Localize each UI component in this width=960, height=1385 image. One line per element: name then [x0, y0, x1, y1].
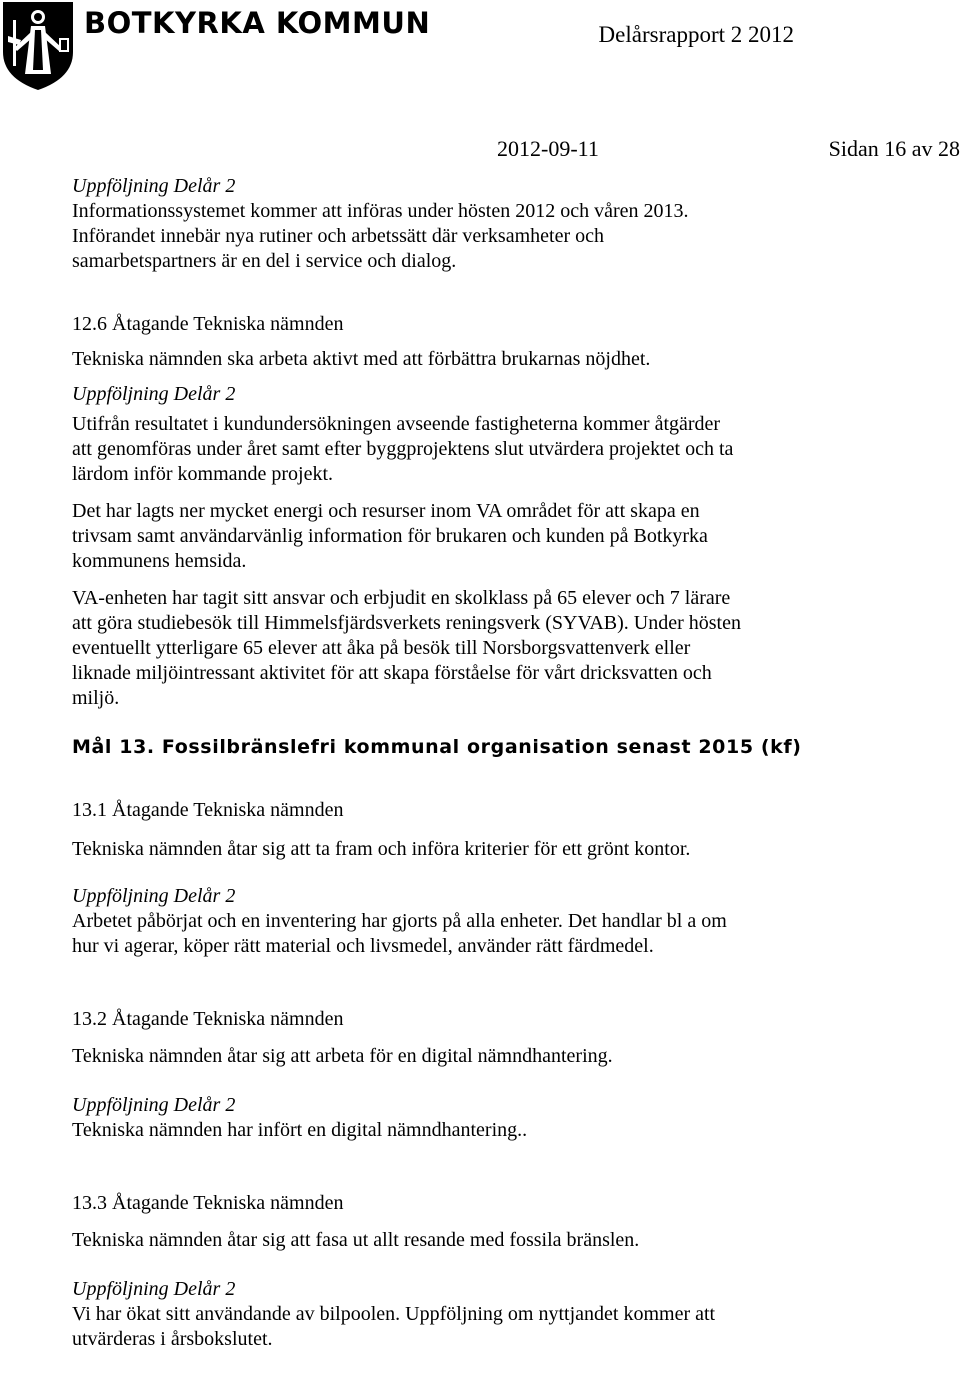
commitment-text: Tekniska nämnden ska arbeta aktivt med att förbättra brukarnas nöjdhet.	[72, 348, 651, 370]
report-title: Delårsrapport 2 2012	[598, 22, 794, 47]
body-line: lärdom inför kommande projekt.	[72, 463, 334, 485]
body-line: VA-enheten har tagit sitt ansvar och erbjudit en skolklass på 65 elever och 7 lärare	[72, 587, 731, 609]
followup-label: Uppföljning Delår 2	[72, 175, 236, 197]
organization-name: BOTKYRKA KOMMUN	[84, 6, 431, 40]
municipal-coat-of-arms-icon	[0, 0, 76, 92]
commitment-text: Tekniska nämnden åtar sig att ta fram och införa kriterier för ett grönt kontor.	[72, 838, 691, 860]
body-line: att göra studiebesök till Himmelsfjärdsverkets reningsverk (SYVAB). Under hösten	[72, 612, 741, 634]
body-line: eventuellt ytterligare 65 elever att åka på besök till Norsborgsvattenverk eller	[72, 637, 691, 659]
body-line: att genomföras under året samt efter byggprojektens slut utvärdera projektet och ta	[72, 438, 734, 460]
body-line: kommunens hemsida.	[72, 550, 247, 572]
section-heading-12-6: 12.6 Åtagande Tekniska nämnden	[72, 313, 344, 335]
commitment-text: Tekniska nämnden åtar sig att arbeta för en digital nämndhantering.	[72, 1045, 613, 1067]
followup-label: Uppföljning Delår 2	[72, 1094, 236, 1116]
commitment-text: Tekniska nämnden åtar sig att fasa ut allt resande med fossila bränslen.	[72, 1229, 640, 1251]
body-line: hur vi agerar, köper rätt material och livsmedel, använder rätt färdmedel.	[72, 935, 654, 957]
body-line: Införandet innebär nya rutiner och arbetssätt där verksamheter och	[72, 225, 604, 247]
body-line: trivsam samt användarvänlig information för brukaren och kunden på Botkyrka	[72, 525, 708, 547]
body-line: Utifrån resultatet i kundundersökningen avseende fastigheterna kommer åtgärder	[72, 413, 721, 435]
body-line: miljö.	[72, 687, 120, 709]
body-line: samarbetspartners är en del i service och dialog.	[72, 250, 457, 272]
body-line: Det har lagts ner mycket energi och resurser inom VA området för att skapa en	[72, 500, 700, 522]
section-heading-13-1: 13.1 Åtagande Tekniska nämnden	[72, 799, 344, 821]
body-line: Tekniska nämnden har infört en digital nämndhantering..	[72, 1119, 528, 1141]
goal-heading-13: Mål 13. Fossilbränslefri kommunal organisation senast 2015 (kf)	[72, 736, 802, 758]
page-number: Sidan 16 av 28	[828, 136, 960, 161]
body-line: liknade miljöintressant aktivitet för att skapa förståelse för vårt dricksvatten och	[72, 662, 712, 684]
section-heading-13-3: 13.3 Åtagande Tekniska nämnden	[72, 1192, 344, 1214]
followup-label: Uppföljning Delår 2	[72, 885, 236, 907]
body-line: utvärderas i årsbokslutet.	[72, 1328, 273, 1350]
section-heading-13-2: 13.2 Åtagande Tekniska nämnden	[72, 1008, 344, 1030]
body-line: Arbetet påbörjat och en inventering har gjorts på alla enheter. Det handlar bl a om	[72, 910, 727, 932]
document-body	[72, 174, 952, 1352]
body-line: Informationssystemet kommer att införas under hösten 2012 och våren 2013.	[72, 200, 689, 222]
followup-label: Uppföljning Delår 2	[72, 1278, 236, 1300]
body-line: Vi har ökat sitt användande av bilpoolen. Uppföljning om nyttjandet kommer att	[72, 1303, 716, 1325]
report-date: 2012-09-11	[497, 136, 599, 161]
followup-label: Uppföljning Delår 2	[72, 383, 236, 405]
